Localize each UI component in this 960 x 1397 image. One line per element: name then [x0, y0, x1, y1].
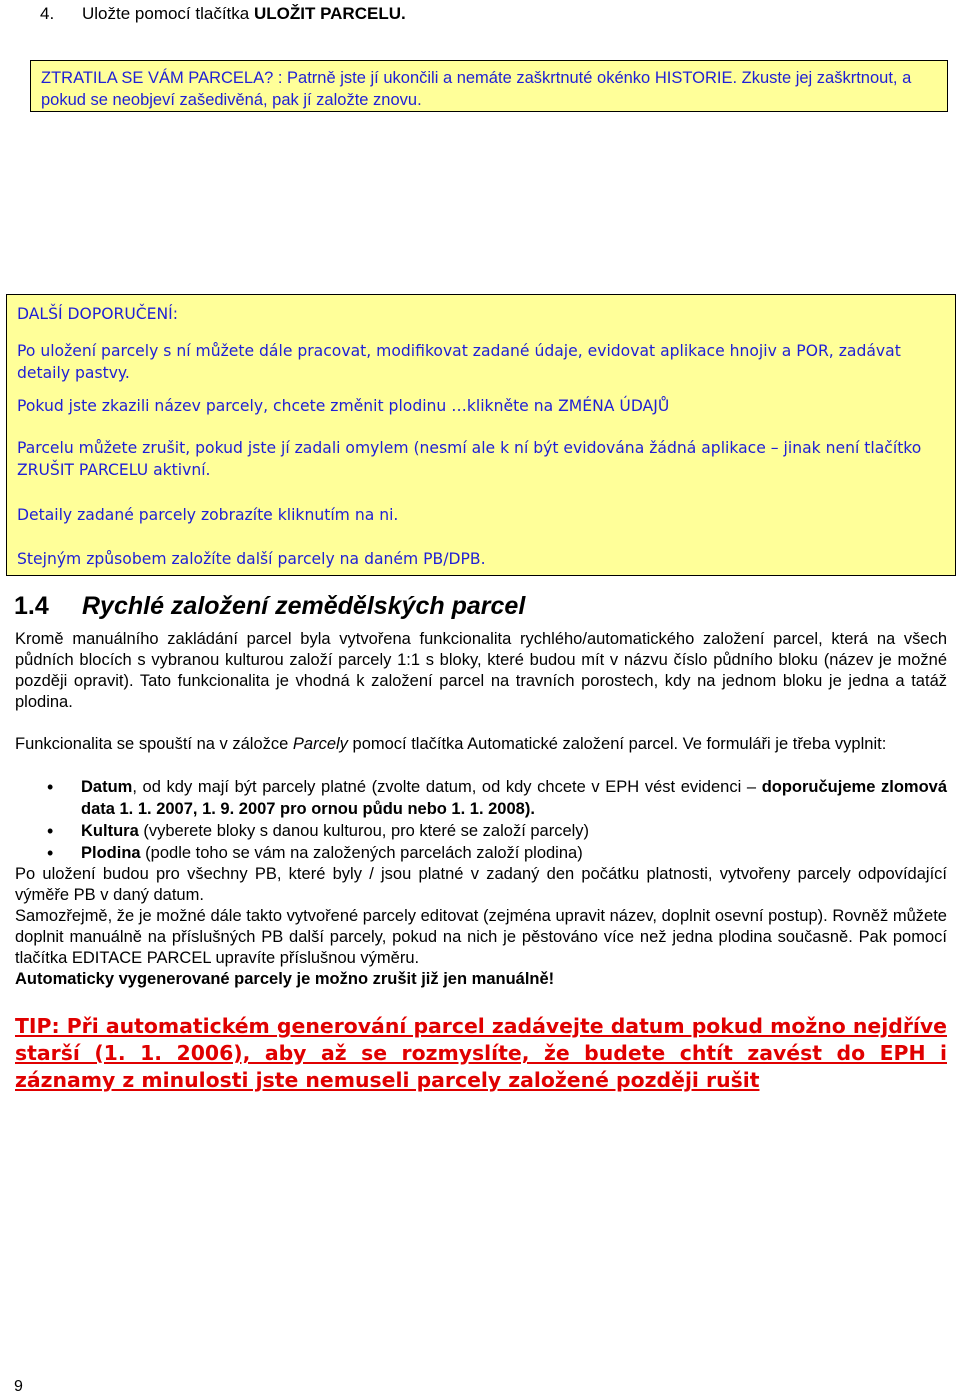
body-paragraph-4: [15, 906, 947, 969]
section-number: 1.4: [14, 592, 49, 620]
bullet-item-datum: [15, 776, 947, 820]
body-paragraph-4-text: Samozřejmě, že je možné dále takto vytvořené parcely editovat (zejména upravit název, doplnit osevní postup). Rovněž můžete doplnit manuálně na příslušných PB další parcely, pokud na nich je pěstováno více než jedna plodina současně. Pak pomocí tlačítka EDITACE PARCEL upravíte příslušnou výměru.: [15, 907, 947, 967]
bullet-list: [15, 776, 947, 864]
body-paragraph-2: [15, 734, 947, 755]
bullet-3-bold: Plodina: [81, 844, 141, 862]
section-title: Rychlé založení zemědělských parcel: [82, 592, 526, 620]
para2-text-a: Funkcionalita se spouští na v záložce: [15, 735, 293, 753]
lost-parcel-text: ZTRATILA SE VÁM PARCELA? : Patrně jste jí ukončili a nemáte zaškrtnuté okénko HISTORIE. Zkuste jej zaškrtnout, a pokud se neobjeví zašedivěná, pak jí založte znovu.: [41, 69, 912, 109]
bullet-1-bold-recommend: doporučujeme zlomová data 1. 1. 2007, 1. 9. 2007 pro ornou půdu nebo 1. 1. 2008).: [81, 778, 948, 818]
body-paragraph-3-text: Po uložení budou pro všechny PB, které byly / jsou platné v zadaný den počátku platnosti, vytvořeny parcely odpovídající výměře PB v daný datum.: [15, 865, 947, 904]
body-paragraph-1: [15, 629, 947, 713]
recommendation-p4: Detaily zadané parcely zobrazíte kliknutím na ni.: [17, 506, 399, 524]
recommendation-p5: Stejným způsobem založíte další parcely na daném PB/DPB.: [17, 550, 486, 568]
para2-italic-parcely: Parcely: [292, 735, 348, 753]
tip-text: TIP: Při automatickém generování parcel zadávejte datum pokud možno nejdříve starší (1. 1. 2006), aby až se rozmyslíte, že budete chtít zavést do EPH i záznamy z minulosti jste nemuseli parcely založené později rušit: [15, 1014, 947, 1092]
body-paragraph-5-text: Automaticky vygenerované parcely je možno zrušit již jen manuálně!: [15, 970, 555, 988]
bullet-item-plodina: [15, 842, 947, 864]
recommendation-title: DALŠÍ DOPORUČENÍ:: [17, 305, 179, 323]
recommendation-p3: Parcelu můžete zrušit, pokud jste jí zadali omylem (nesmí ale k ní být evidována žádná aplikace – jinak není tlačítko ZRUŠIT PARCELU aktivní.: [17, 439, 922, 479]
bullet-1-bold: Datum: [81, 778, 133, 796]
recommendation-box: [6, 294, 956, 576]
tip-box: [15, 1013, 947, 1094]
body-paragraph-1-text: Kromě manuálního zakládání parcel byla vytvořena funkcionalita rychlého/automatického založení parcel, která na všech půdních blocích s vybranou kulturou založí parcely 1:1 s bloky, které budou mít v názvu číslo půdního bloku (název je možné později opravit). Tato funkcionalita je vhodná k založení parcel na travních porostech, kdy na jednom bloku je jedna a tatáž plodina.: [15, 630, 947, 711]
body-paragraph-3: [15, 864, 947, 906]
section-heading: [14, 592, 525, 621]
para2-text-b: pomocí tlačítka Automatické založení parcel. Ve formuláři je třeba vyplnit:: [347, 735, 887, 753]
recommendation-p1: Po uložení parcely s ní můžete dále pracovat, modifikovat zadané údaje, evidovat aplikace hnojiv a POR, zadávat detaily pastvy.: [17, 342, 901, 382]
step-bold-text: ULOŽIT PARCELU.: [253, 4, 406, 23]
recommendation-p2: Pokud jste zkazili název parcely, chcete změnit plodinu …klikněte na ZMÉNA ÚDAJŮ: [17, 397, 670, 415]
body-paragraph-5: [15, 969, 947, 990]
page-number: 9: [14, 1378, 23, 1395]
step-4: [40, 4, 406, 24]
bullet-2-bold: Kultura: [81, 822, 139, 840]
body-paragraph-2-text: [15, 734, 947, 755]
step-text: Uložte pomocí tlačítka: [82, 4, 254, 23]
step-number: 4.: [40, 4, 55, 23]
bullet-3-text: (podle toho se vám na založených parcelách založí plodina): [140, 844, 583, 862]
bullet-2-text: (vyberete bloky s danou kulturou, pro které se založí parcely): [138, 822, 590, 840]
lost-parcel-box: [30, 60, 948, 112]
bullet-1-text: , od kdy mají být parcely platné (zvolte datum, od kdy chcete v EPH vést evidenci –: [132, 778, 762, 796]
bullet-item-kultura: [15, 820, 947, 842]
